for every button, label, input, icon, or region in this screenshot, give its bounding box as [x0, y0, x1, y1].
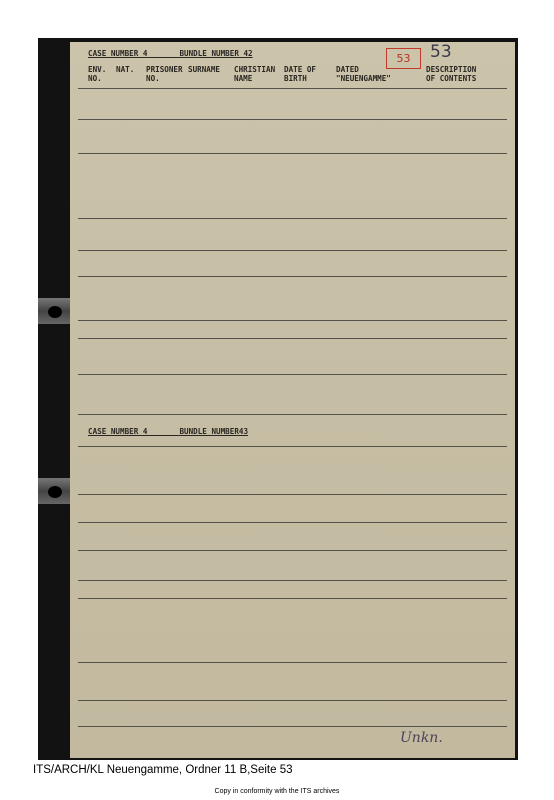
- punch-hole-top: [48, 306, 62, 318]
- row-divider: [78, 726, 507, 727]
- section2-header: [88, 428, 248, 437]
- row-divider: [78, 374, 507, 375]
- stamp-number: 53: [386, 48, 421, 69]
- row-divider: [78, 522, 507, 523]
- page-number-handwritten: 53: [430, 42, 452, 62]
- row-divider: [78, 580, 507, 581]
- col-env: ENV. NO.: [88, 65, 107, 83]
- row-divider: [78, 276, 507, 277]
- punch-hole-bottom: [48, 486, 62, 498]
- col-surname: SURNAME: [188, 65, 221, 74]
- col-dated: DATED "NEUENGAMME": [336, 65, 391, 83]
- col-dob: DATE OF BIRTH: [284, 65, 317, 83]
- signature: Unkn.: [400, 730, 443, 746]
- archive-caption: ITS/ARCH/KL Neuengamme, Ordner 11 B,Seite 53: [33, 764, 293, 776]
- row-divider: [78, 338, 507, 339]
- section2-case: CASE NUMBER 4: [88, 427, 148, 436]
- section1-case: CASE NUMBER 4: [88, 49, 148, 58]
- col-description: DESCRIPTION OF CONTENTS: [426, 65, 477, 83]
- col-prisoner: PRISONER NO.: [146, 65, 183, 83]
- row-divider: [78, 88, 507, 89]
- row-divider: [78, 320, 507, 321]
- footer-note: Copy in conformity with the ITS archives: [214, 788, 340, 795]
- scanned-page: [38, 38, 518, 760]
- row-divider: [78, 119, 507, 120]
- row-divider: [78, 218, 507, 219]
- section1-bundle: BUNDLE NUMBER 42: [179, 49, 253, 58]
- col-nat: NAT.: [116, 65, 135, 74]
- section1-header: [88, 50, 253, 59]
- row-divider: [78, 598, 507, 599]
- row-divider: [78, 153, 507, 154]
- row-divider: [78, 414, 507, 415]
- row-divider: [78, 494, 507, 495]
- document-paper: [70, 42, 515, 758]
- col-christian: CHRISTIAN NAME: [234, 65, 276, 83]
- row-divider: [78, 550, 507, 551]
- row-divider: [78, 446, 507, 447]
- row-divider: [78, 700, 507, 701]
- section2-bundle: BUNDLE NUMBER43: [179, 427, 249, 436]
- row-divider: [78, 662, 507, 663]
- row-divider: [78, 250, 507, 251]
